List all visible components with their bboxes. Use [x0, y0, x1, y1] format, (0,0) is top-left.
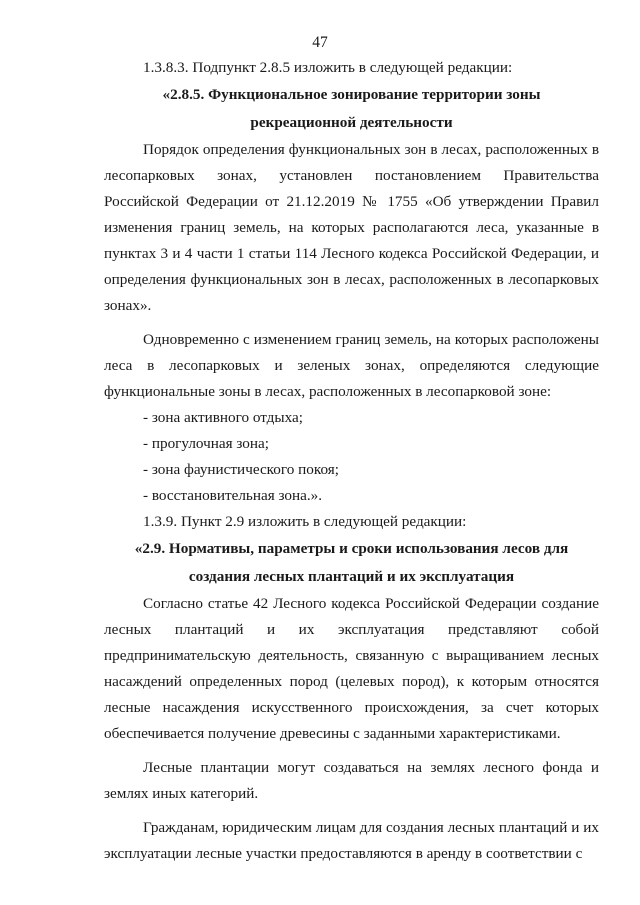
- list-item: - прогулочная зона;: [143, 435, 269, 452]
- list-item: - восстановительная зона.».: [143, 487, 323, 504]
- section-1-intro: 1.3.8.3. Подпункт 2.8.5 изложить в следующей редакции:: [143, 59, 513, 76]
- section-1-paragraph-1: Порядок определения функциональных зон в лесах, расположенных в лесопарковых зонах, установлен постановлением Правительства Российской Федерации от 21.12.2019 № 1755 «Об утверждении Правил изменения границ земель, на которых располагаются леса, указанные в пунктах 3 и 4 части 1 статьи 114 Лесного кодекса Российской Федерации, и определения функциональных зон в лесах, расположенных в лесопарковых зонах».: [104, 141, 599, 314]
- section-1-paragraph-2: Одновременно с изменением границ земель, на которых расположены леса в лесопарковых и зеленых зонах, определяются следующие функциональные зоны в лесах, расположенных в лесопарковой зоне:: [104, 331, 599, 400]
- section-1-heading-line-1: «2.8.5. Функциональное зонирование территории зоны: [162, 86, 541, 103]
- page-number: 47: [312, 34, 328, 51]
- section-2-heading-line-1: «2.9. Нормативы, параметры и сроки использования лесов для: [134, 540, 569, 557]
- section-2-intro: 1.3.9. Пункт 2.9 изложить в следующей редакции:: [143, 513, 467, 530]
- list-item: - зона активного отдыха;: [143, 409, 303, 426]
- section-2-paragraph-3: Гражданам, юридическим лицам для создания лесных плантаций и их эксплуатации лесные участки предоставляются в аренду в соответствии с: [104, 819, 599, 862]
- section-2-heading-line-2: создания лесных плантаций и их эксплуатация: [188, 568, 515, 585]
- section-2-heading: [104, 535, 599, 591]
- section-1-heading: [104, 81, 599, 137]
- section-2-paragraph-1: Согласно статье 42 Лесного кодекса Российской Федерации создание лесных плантаций и их эксплуатация представляют собой предпринимательскую деятельность, связанную с выращиванием лесных насаждений определенных пород (целевых пород), к которым относятся лесные насаждения искусственного происхождения, за счет которых обеспечивается получение древесины с заданными характеристиками.: [104, 595, 599, 742]
- section-2-paragraph-2: Лесные плантации могут создаваться на землях лесного фонда и землях иных категорий.: [104, 759, 599, 802]
- document-body: [104, 55, 599, 867]
- functional-zones-list: [104, 405, 599, 509]
- list-item: - зона фаунистического покоя;: [143, 461, 339, 478]
- section-1-heading-line-2: рекреационной деятельности: [250, 114, 453, 131]
